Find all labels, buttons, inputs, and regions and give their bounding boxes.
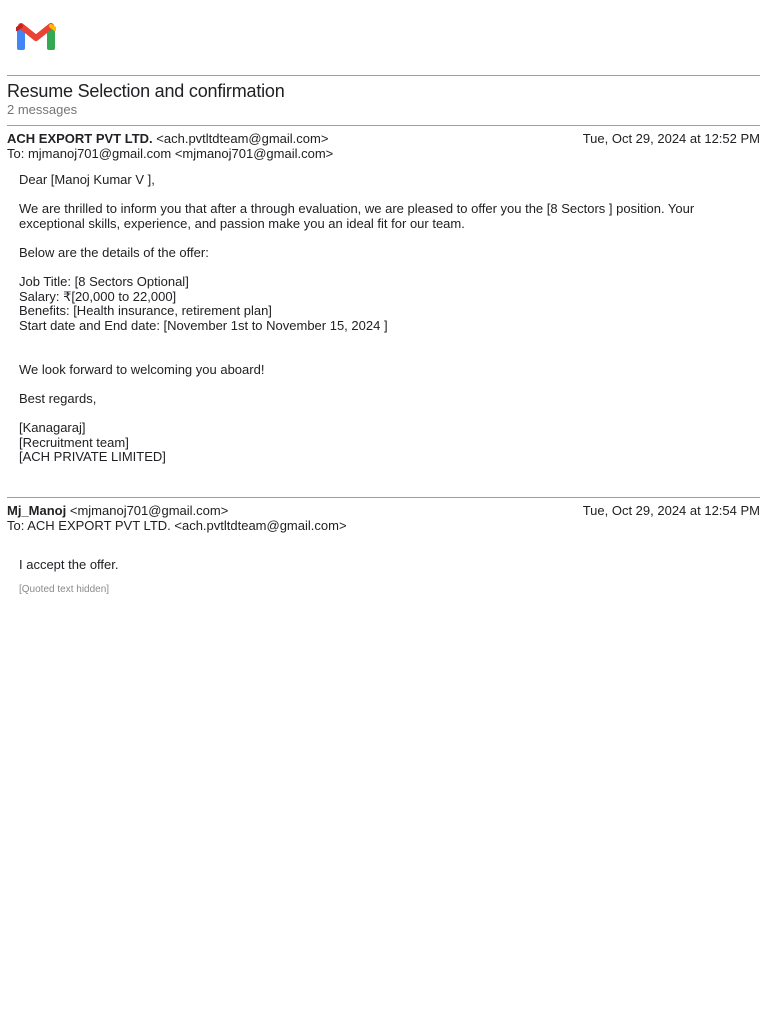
message-body bbox=[19, 558, 719, 573]
sender-name: Mj_Manoj bbox=[7, 503, 67, 518]
signature-team: [Recruitment team] bbox=[19, 434, 129, 450]
start-end-dates: Start date and End date: [November 1st to November 15, 2024 ] bbox=[19, 317, 388, 333]
closing-line: We look forward to welcoming you aboard! bbox=[19, 361, 265, 377]
message-header bbox=[7, 503, 760, 533]
details-heading: Below are the details of the offer: bbox=[19, 244, 209, 260]
message-body bbox=[19, 173, 719, 465]
benefits: Benefits: [Health insurance, retirement plan] bbox=[19, 303, 272, 319]
sender-email: <mjmanoj701@gmail.com> bbox=[69, 503, 229, 518]
message-divider bbox=[7, 125, 760, 126]
greeting: Dear [Manoj Kumar V ], bbox=[19, 172, 155, 187]
body-line: We are thrilled to inform you that after a through evaluation, we are pleased to offer you the [8 Sectors ] position. Your bbox=[19, 201, 695, 217]
header-divider bbox=[7, 75, 760, 76]
quoted-text-toggle[interactable]: [Quoted text hidden] bbox=[19, 584, 110, 595]
regards: Best regards, bbox=[19, 390, 97, 406]
message-divider bbox=[7, 497, 760, 498]
message-date: Tue, Oct 29, 2024 at 12:54 PM bbox=[582, 503, 760, 518]
signature-company: [ACH PRIVATE LIMITED] bbox=[19, 449, 166, 465]
message-header bbox=[7, 131, 760, 161]
sender-email: <ach.pvtltdteam@gmail.com> bbox=[156, 131, 329, 146]
body-line: exceptional skills, experience, and passion make you an ideal fit for our team. bbox=[19, 215, 465, 231]
reply-text: I accept the offer. bbox=[19, 557, 119, 572]
thread-subject: Resume Selection and confirmation bbox=[7, 81, 285, 101]
gmail-logo-icon bbox=[16, 20, 56, 52]
recipient-line: To: mjmanoj701@gmail.com <mjmanoj701@gmail.com> bbox=[7, 146, 334, 161]
sender-name: ACH EXPORT PVT LTD. bbox=[7, 131, 153, 146]
recipient-line: To: ACH EXPORT PVT LTD. <ach.pvtltdteam@gmail.com> bbox=[7, 518, 347, 533]
message-count: 2 messages bbox=[7, 102, 78, 117]
signature-name: [Kanagaraj] bbox=[19, 420, 86, 436]
job-title: Job Title: [8 Sectors Optional] bbox=[19, 274, 189, 290]
salary: Salary: ₹[20,000 to 22,000] bbox=[19, 288, 177, 304]
message-date: Tue, Oct 29, 2024 at 12:52 PM bbox=[582, 131, 760, 146]
